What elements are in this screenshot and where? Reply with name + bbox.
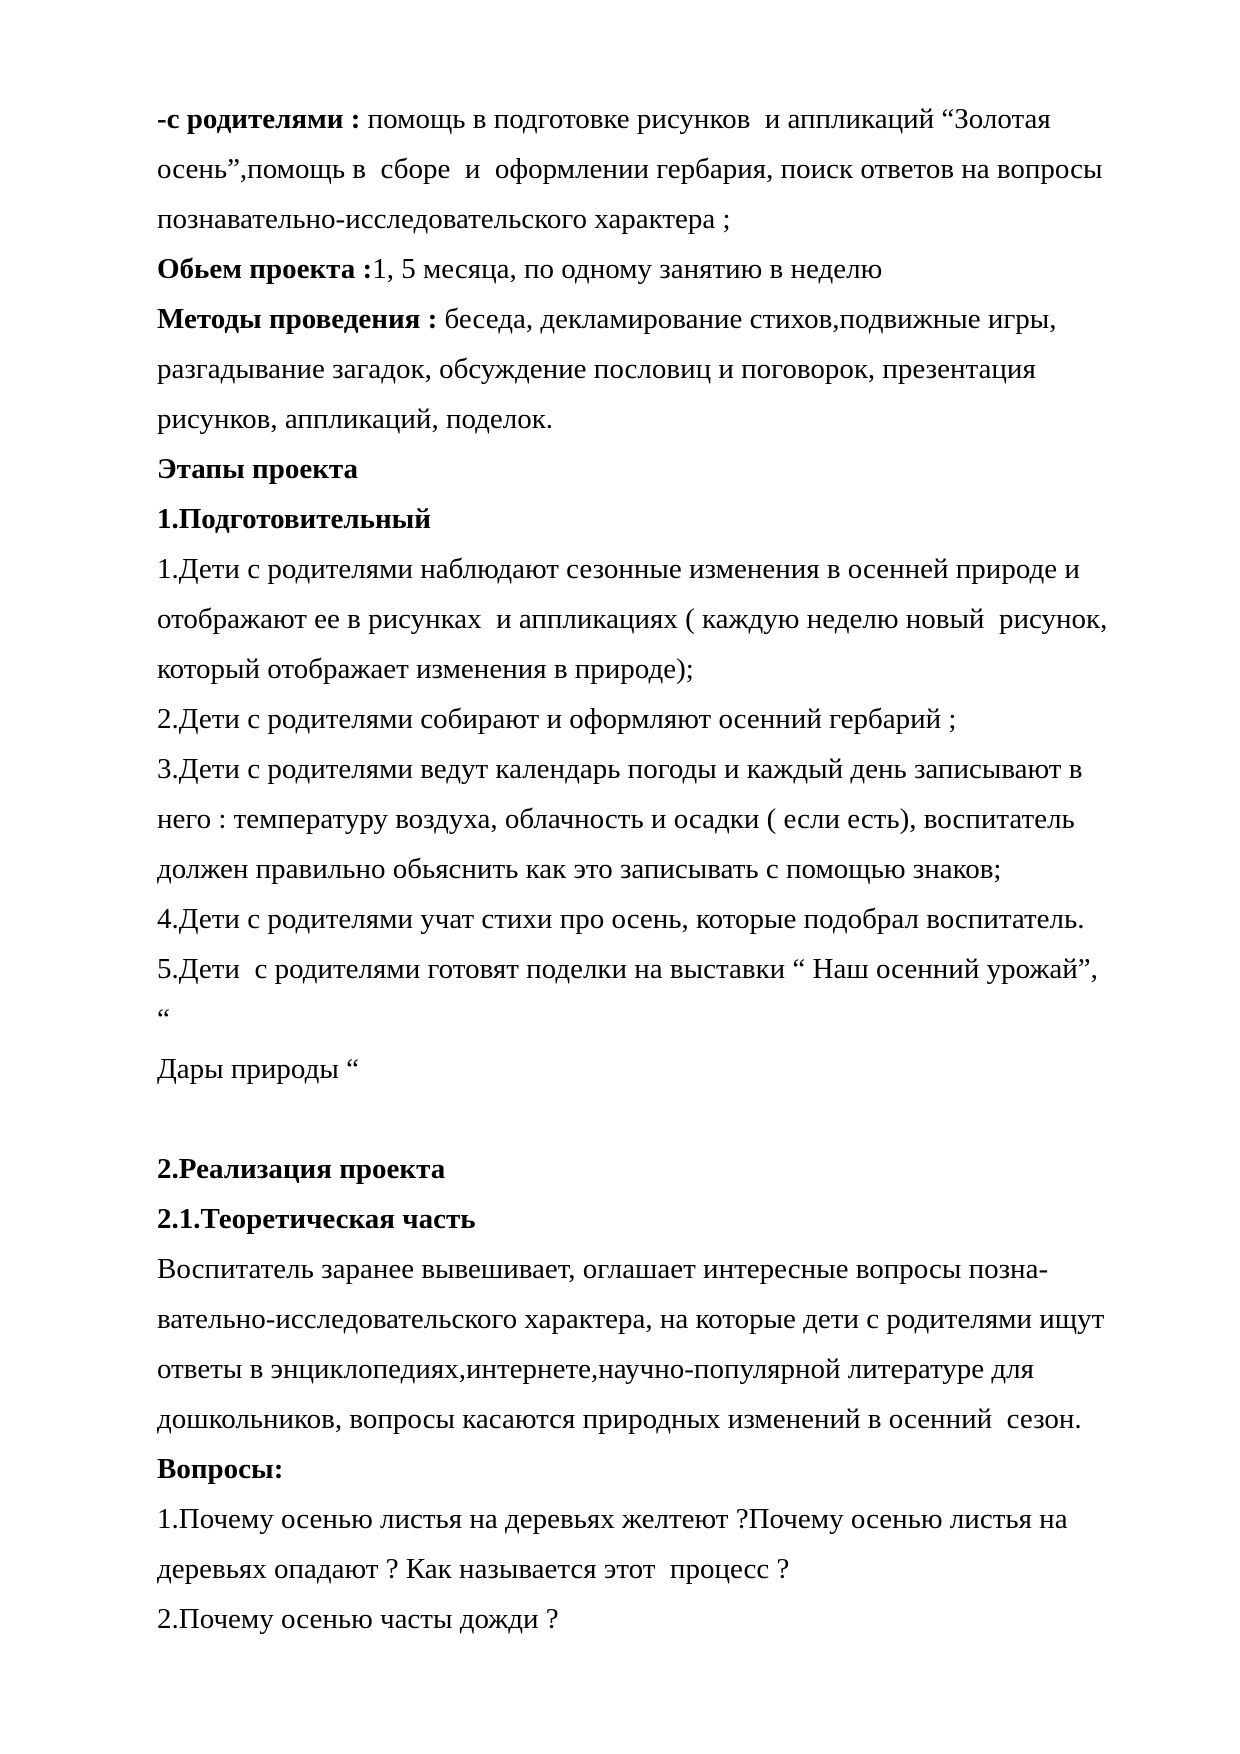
text-run: должен правильно обьяснить как это записывать с помощью знаков; [157,853,1002,885]
text-run: 2.Почему осенью часты дожди ? [157,1603,559,1635]
text-line [157,344,1109,394]
text-line [157,1444,1109,1494]
text-line [157,1394,1109,1444]
bold-text-run: Обьем проекта : [157,253,373,285]
text-run: Воспитатель заранее вывешивает, оглашает интересные вопросы позна- [157,1253,1049,1285]
text-run: 5.Дети с родителями готовят поделки на выставки “ Наш осенний урожай”, “ [157,953,1106,1035]
text-run: помощь в подготовке рисунков и аппликаций “Золотая [367,103,1051,135]
text-run: беседа, декламирование стихов,подвижные игры, [444,303,1057,335]
text-line [157,144,1109,194]
text-run: рисунков, аппликаций, поделок. [157,403,554,435]
text-run: 2.Дети с родителями собирают и оформляют осенний гербарий ; [157,703,957,735]
text-line [157,1494,1109,1544]
text-run: него : температуру воздуха, облачность и осадки ( если есть), воспитатель [157,803,1075,835]
text-line [157,944,1109,1044]
bold-text-run: 2.1.Теоретическая часть [157,1203,476,1235]
text-line [157,1244,1109,1294]
text-line [157,644,1109,694]
bold-text-run: 2.Реализация проекта [157,1153,446,1185]
text-run: вательно-исследовательского характера, на которые дети с родителями ищут [157,1303,1105,1335]
text-run: отображают ее в рисунках и аппликациях ( каждую неделю новый рисунок, [157,603,1108,635]
text-run: ответы в энциклопедиях,интернете,научно-популярной литературе для [157,1353,1034,1385]
bold-text-run: Этапы проекта [157,453,359,485]
text-line [157,694,1109,744]
text-run: 1, 5 месяца, по одному занятию в неделю [372,253,883,285]
text-line [157,1044,1109,1094]
text-line [157,744,1109,794]
text-run: 3.Дети с родителями ведут календарь погоды и каждый день записывают в [157,753,1083,785]
text-line [157,194,1109,244]
text-run: осень”,помощь в сборе и оформлении гербария, поиск ответов на вопросы [157,153,1103,185]
text-line [157,494,1109,544]
text-line [157,1594,1109,1644]
text-run: 4.Дети с родителями учат стихи про осень, которые подобрал воспитатель. [157,903,1085,935]
text-run: 1.Почему осенью листья на деревьях желтеют ?Почему осенью листья на [157,1503,1068,1535]
text-line [157,1194,1109,1244]
text-run: 1.Дети с родителями наблюдают сезонные изменения в осенней природе и [157,553,1080,585]
text-line [157,844,1109,894]
text-run: деревьях опадают ? Как называется этот процесс ? [157,1553,790,1585]
bold-text-run: 1.Подготовительный [157,503,431,535]
text-line [157,394,1109,444]
text-line [157,894,1109,944]
bold-text-run: Вопросы: [157,1453,284,1485]
text-line [157,1544,1109,1594]
text-run: познавательно-исследовательского характера ; [157,203,731,235]
text-line [157,594,1109,644]
text-run: разгадывание загадок, обсуждение пословиц и поговорок, презентация [157,353,1036,385]
text-line [157,794,1109,844]
bold-text-run: -с родителями : [157,103,368,135]
text-line [157,1344,1109,1394]
text-line [157,1144,1109,1194]
text-line [157,294,1109,344]
blank-line [157,1094,1109,1144]
text-run: который отображает изменения в природе); [157,653,694,685]
text-run: дошкольников, вопросы касаются природных изменений в осенний сезон. [157,1403,1082,1435]
bold-text-run: Методы проведения : [157,303,445,335]
text-line [157,544,1109,594]
document-text-block [157,94,1109,1644]
text-line [157,94,1109,144]
text-line [157,1294,1109,1344]
text-line [157,444,1109,494]
text-run: Дары природы “ [157,1053,359,1085]
text-line [157,244,1109,294]
